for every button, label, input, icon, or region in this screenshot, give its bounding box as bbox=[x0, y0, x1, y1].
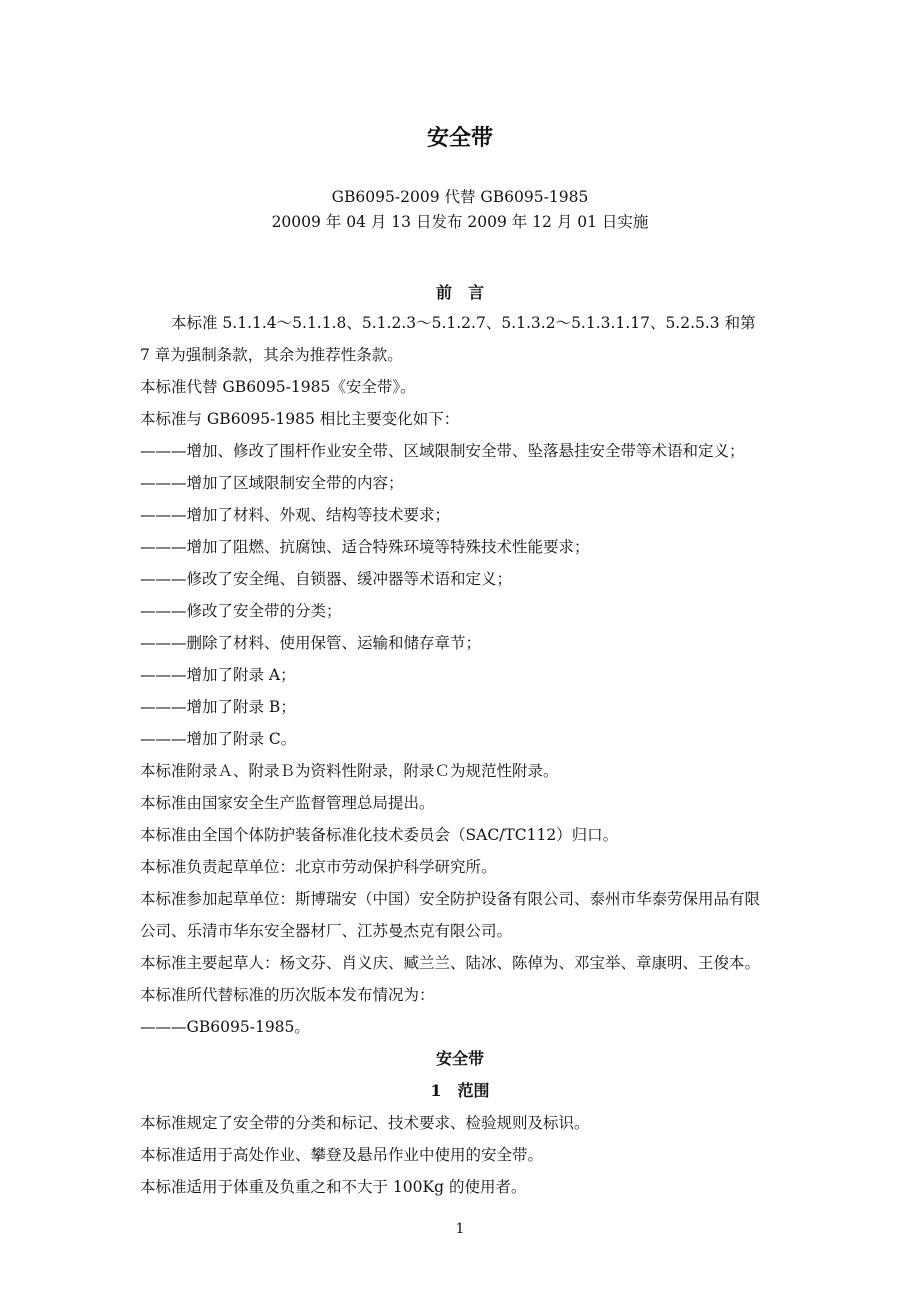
participants-line1: 本标准参加起草单位：斯博瑞安（中国）安全防护设备有限公司、泰州市华泰劳保用品有限 bbox=[140, 890, 761, 908]
history-item: ———GB6095-1985。 bbox=[140, 1018, 310, 1036]
scope-item: 本标准适用于体重及负重之和不大于 100Kg 的使用者。 bbox=[140, 1178, 527, 1196]
drafter-unit: 本标准负责起草单位：北京市劳动保护科学研究所。 bbox=[140, 858, 497, 876]
appendix-note: 本标准附录Ａ、附录Ｂ为资料性附录，附录Ｃ为规范性附录。 bbox=[140, 762, 559, 780]
change-item: ———增加了附录 B； bbox=[140, 698, 296, 716]
change-item: ———增加了材料、外观、结构等技术要求； bbox=[140, 506, 451, 524]
preface-paragraph-line2: 7 章为强制条款，其余为推荐性条款。 bbox=[140, 346, 403, 364]
change-item: ———增加了附录 A； bbox=[140, 666, 296, 684]
standard-number: GB6095-2009 代替 GB6095-1985 bbox=[331, 188, 589, 206]
page-number: 1 bbox=[455, 1221, 465, 1237]
change-item: ———修改了安全绳、自锁器、缓冲器等术语和定义； bbox=[140, 570, 513, 588]
centralized-by: 本标准由全国个体防护装备标准化技术委员会（SAC/TC112）归口。 bbox=[140, 826, 619, 844]
document-title: 安全带 bbox=[426, 125, 493, 151]
change-item: ———删除了材料、使用保管、运输和储存章节； bbox=[140, 634, 482, 652]
change-item: ———增加了区域限制安全带的内容； bbox=[140, 474, 404, 492]
change-item: ———增加了阻燃、抗腐蚀、适合特殊环境等特殊技术性能要求； bbox=[140, 538, 590, 556]
scope-item: 本标准规定了安全带的分类和标记、技术要求、检验规则及标识。 bbox=[140, 1114, 590, 1132]
change-item: ———增加了附录 C。 bbox=[140, 730, 297, 748]
replaces-statement: 本标准代替 GB6095-1985《安全带》。 bbox=[140, 378, 416, 396]
section1-heading: 1 范围 bbox=[430, 1081, 490, 1100]
change-item: ———修改了安全带的分类； bbox=[140, 602, 342, 620]
section-title: 安全带 bbox=[435, 1049, 484, 1068]
main-drafters: 本标准主要起草人：杨文芬、肖义庆、臧兰兰、陆冰、陈倬为、邓宝举、章康明、王俊本。 bbox=[140, 954, 761, 972]
participants-line2: 公司、乐清市华东安全器材厂、江苏曼杰克有限公司。 bbox=[140, 922, 513, 940]
change-item: ———增加、修改了围杆作业安全带、区域限制安全带、坠落悬挂安全带等术语和定义； bbox=[140, 442, 745, 460]
proposed-by: 本标准由国家安全生产监督管理总局提出。 bbox=[140, 794, 435, 812]
release-dates: 20009 年 04 月 13 日发布 2009 年 12 月 01 日实施 bbox=[271, 213, 649, 231]
preface-paragraph-line1: 本标准 5.1.1.4～5.1.1.8、5.1.2.3～5.1.2.7、5.1.3.2～5.1.3.1.17、5.2.5.3 和第 bbox=[171, 314, 756, 332]
history-intro: 本标准所代替标准的历次版本发布情况为： bbox=[140, 986, 435, 1004]
preface-heading: 前 言 bbox=[435, 283, 484, 302]
changes-intro: 本标准与 GB6095-1985 相比主要变化如下： bbox=[140, 410, 460, 428]
scope-item: 本标准适用于高处作业、攀登及悬吊作业中使用的安全带。 bbox=[140, 1146, 544, 1164]
